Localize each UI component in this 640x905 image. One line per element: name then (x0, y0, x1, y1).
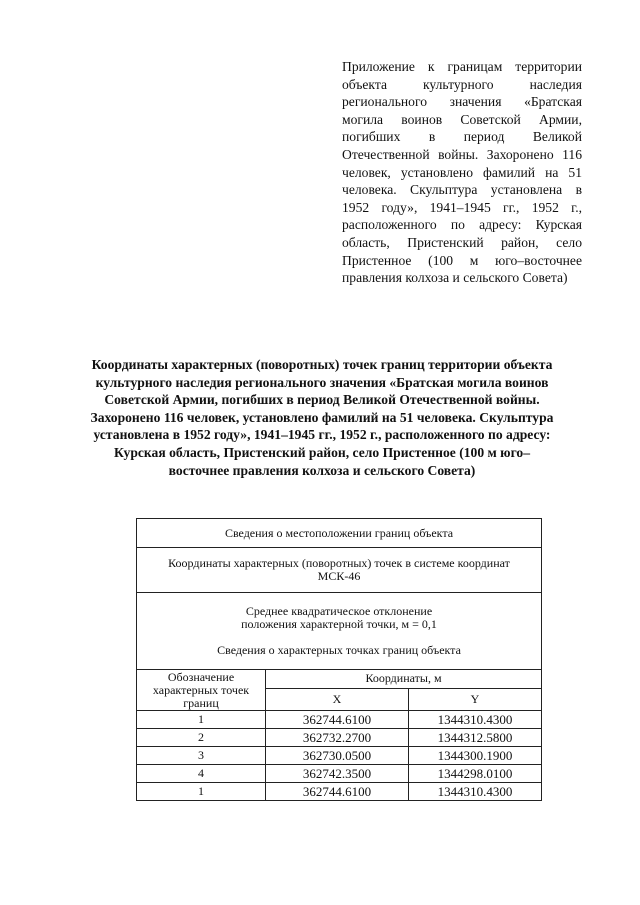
x-cell: 362742.3500 (266, 765, 409, 783)
table-row (137, 747, 542, 765)
points-info-label: Сведения о характерных точках границ объекта (217, 643, 461, 657)
coordinate-system-name: МСК-46 (317, 569, 361, 583)
x-cell: 362744.6100 (266, 711, 409, 729)
coordinates-table (136, 518, 542, 801)
table-row (137, 783, 542, 801)
accuracy-cell (137, 593, 542, 670)
location-header: Сведения о местоположении границ объекта (137, 519, 542, 548)
y-cell: 1344310.4300 (409, 711, 542, 729)
table-row (137, 711, 542, 729)
y-column-header: Y (409, 688, 542, 710)
point-cell: 4 (137, 765, 266, 783)
point-cell: 1 (137, 711, 266, 729)
table-row (137, 765, 542, 783)
table-row (137, 729, 542, 747)
x-cell: 362730.0500 (266, 747, 409, 765)
designation-column-header: Обозначение характерных точек границ (137, 670, 266, 711)
document-title: Координаты характерных (поворотных) точек границ территории объекта культурного наследия регионального значения «Братская могила воинов Советской Армии, погибших в период Великой Отечественной войны. Захоронено 116 человек, установлено фамилий на 51 человека. Скульптура установлена в 1952 году», 1941–1945 гг., 1952 г., расположенного по адресу: Курская область, Пристенский район, село Пристенное (100 м юго–восточнее правления колхоза и сельского Совета) (90, 357, 554, 478)
x-column-header: X (266, 688, 409, 710)
point-cell: 2 (137, 729, 266, 747)
accuracy-value: положения характерной точки, м = 0,1 (241, 617, 437, 631)
x-cell: 362732.2700 (266, 729, 409, 747)
accuracy-label: Среднее квадратическое отклонение (245, 604, 433, 618)
coordinates-column-header: Координаты, м (266, 670, 542, 689)
appendix-note: Приложение к границам территории объекта культурного наследия регионального значения «Братская могила воинов Советской Армии, погибших в период Великой Отечественной войны. Захоронено 116 человек, установлено фамилий на 51 человека. Скульптура установлена в 1952 году», 1941–1945 гг., 1952 г., расположенного по адресу: Курская область, Пристенский район, село Пристенное (100 м юго–восточнее правления колхоза и сельского Совета) (342, 59, 582, 286)
y-cell: 1344310.4300 (409, 783, 542, 801)
y-cell: 1344312.5800 (409, 729, 542, 747)
point-cell: 1 (137, 783, 266, 801)
point-cell: 3 (137, 747, 266, 765)
y-cell: 1344300.1900 (409, 747, 542, 765)
coordinate-system-label: Координаты характерных (поворотных) точек в системе координат (168, 556, 510, 570)
coordinate-system-header (137, 548, 542, 593)
y-cell: 1344298.0100 (409, 765, 542, 783)
x-cell: 362744.6100 (266, 783, 409, 801)
